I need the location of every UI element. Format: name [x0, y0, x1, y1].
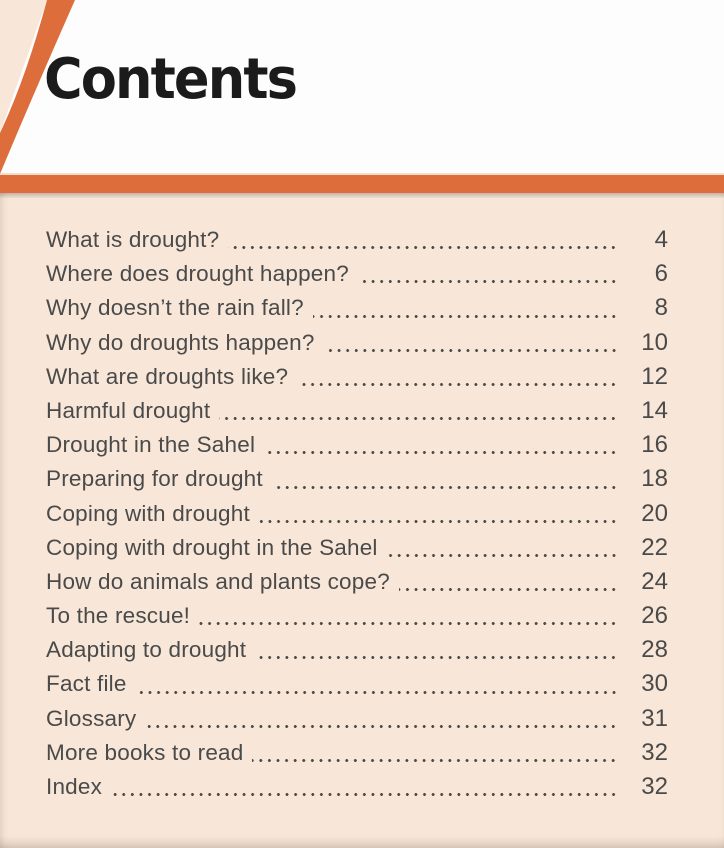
toc-entry-label: Harmful drought	[46, 397, 211, 423]
toc-entry-label: To the rescue!	[46, 603, 191, 629]
toc-entry-label: Where does drought happen?	[46, 261, 349, 287]
toc-entry-label: Coping with drought	[46, 500, 250, 526]
page-title: Contents	[44, 47, 297, 112]
toc-entry-page-number: 31	[641, 704, 668, 732]
toc-entry-page-number: 10	[641, 328, 668, 356]
toc-entry-label: Index	[46, 774, 103, 799]
toc-entry-page-number: 18	[641, 465, 668, 493]
toc-entry-page-number: 26	[641, 602, 668, 630]
dot-leader	[259, 519, 620, 524]
toc-entry-page-number: 20	[641, 499, 668, 527]
dot-leader	[255, 655, 620, 660]
toc-entry-label: Why do droughts happen?	[46, 329, 315, 355]
dot-leader	[228, 245, 620, 250]
toc-entry	[46, 599, 668, 633]
toc-entry	[46, 565, 668, 599]
toc-entry	[46, 257, 668, 291]
toc-entry-label: Glossary	[46, 705, 137, 731]
toc-entry-page-number: 32	[641, 738, 668, 766]
toc-entry-page-number: 6	[654, 260, 668, 288]
toc-entry-label: How do animals and plants cope?	[46, 568, 390, 594]
toc-entry-page-number: 8	[654, 294, 668, 322]
toc-entry	[46, 633, 668, 667]
toc-entry-label: Fact file	[46, 671, 127, 697]
toc-entry-label: Adapting to drought	[46, 637, 247, 663]
toc-entry-page-number: 4	[654, 226, 668, 253]
toc-entry-page-number: 14	[641, 396, 668, 424]
toc-entry-page-number: 12	[641, 362, 668, 390]
toc-entry-label: What are droughts like?	[46, 363, 289, 389]
page-bottom-edge-shadow	[0, 836, 724, 848]
toc-entry-label: Preparing for drought	[46, 466, 263, 492]
toc-entry-label: Drought in the Sahel	[46, 432, 256, 458]
dot-leader	[272, 485, 620, 490]
toc-entry	[46, 667, 668, 701]
toc-entry	[46, 223, 668, 257]
toc-entry-page-number: 28	[641, 636, 668, 664]
toc-entry-page-number: 30	[641, 670, 668, 698]
dot-leader	[313, 314, 620, 319]
toc-entry-label: More books to read	[46, 739, 244, 765]
toc-entry	[46, 360, 668, 394]
toc-list	[0, 198, 724, 804]
toc-entry-page-number: 22	[641, 533, 668, 561]
dot-leader	[387, 553, 620, 558]
dot-leader	[297, 382, 620, 387]
toc-entry	[46, 326, 668, 360]
toc-entry	[46, 702, 668, 736]
dot-leader	[399, 587, 620, 592]
toc-entry-page-number: 16	[641, 431, 668, 459]
toc-entry-label: Coping with drought in the Sahel	[46, 534, 378, 560]
toc-entry-page-number: 32	[641, 773, 668, 800]
toc-entry	[46, 291, 668, 325]
toc-entry	[46, 428, 668, 462]
dot-leader	[199, 621, 620, 626]
dot-leader	[324, 348, 620, 353]
page-header	[0, 0, 724, 198]
bar-top-hairline	[0, 173, 724, 175]
dot-leader	[111, 792, 620, 797]
toc-entry-label: Why doesn’t the rain fall?	[46, 295, 304, 321]
toc-entry-label: What is drought?	[46, 227, 220, 252]
dot-leader	[219, 416, 620, 421]
toc-entry	[46, 394, 668, 428]
toc-entry	[46, 531, 668, 565]
dot-leader	[358, 279, 620, 284]
divider-bar	[0, 175, 724, 193]
toc-entry	[46, 462, 668, 496]
dot-leader	[136, 690, 620, 695]
toc-entry	[46, 770, 668, 804]
toc-entry	[46, 736, 668, 770]
dot-leader	[145, 724, 620, 729]
dot-leader	[252, 758, 620, 763]
toc-entry-page-number: 24	[641, 567, 668, 595]
toc-entry	[46, 497, 668, 531]
dot-leader	[264, 450, 620, 455]
